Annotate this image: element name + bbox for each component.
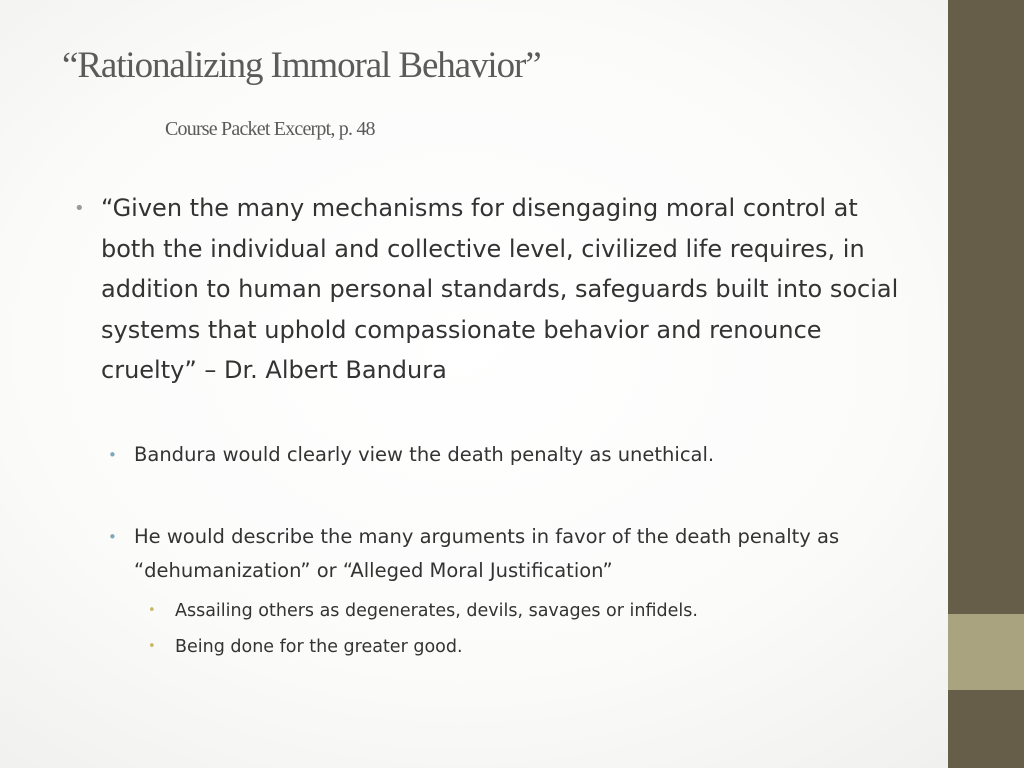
sub-bullet-text: Bandura would clearly view the death penalty as unethical.: [134, 443, 715, 466]
slide-title: “Rationalizing Immoral Behavior”: [62, 45, 541, 86]
sub-sub-bullet-text: Assailing others as degenerates, devils, savages or infidels.: [175, 601, 698, 621]
bullet-icon: •: [148, 639, 156, 654]
slide-subtitle: Course Packet Excerpt, p. 48: [165, 118, 375, 140]
bullet-icon: •: [108, 446, 117, 464]
bullet-icon: •: [108, 528, 117, 546]
sub-bullet-unethical: [108, 438, 868, 472]
sub-bullet-dehumanization: [108, 520, 868, 588]
bullet-icon: •: [148, 603, 156, 618]
bullet-icon: •: [74, 198, 85, 219]
sub-bullet-text: He would describe the many arguments in favor of the death penalty as “dehumanization” or “Alleged Moral Justification”: [134, 525, 840, 582]
quote-text: “Given the many mechanisms for disengaging moral control at both the individual and collective level, civilized life requires, in addition to human personal standards, safeguards built into social systems that uphold compassionate behavior and renounce cruelty” – Dr. Albert Bandura: [101, 194, 899, 384]
sub-sub-bullet-assailing: [148, 596, 848, 626]
sub-sub-bullet-greater-good: [148, 632, 848, 662]
quote-bullet: [74, 188, 904, 391]
sidebar-accent-block: [948, 614, 1024, 690]
sub-sub-bullet-text: Being done for the greater good.: [175, 637, 463, 657]
